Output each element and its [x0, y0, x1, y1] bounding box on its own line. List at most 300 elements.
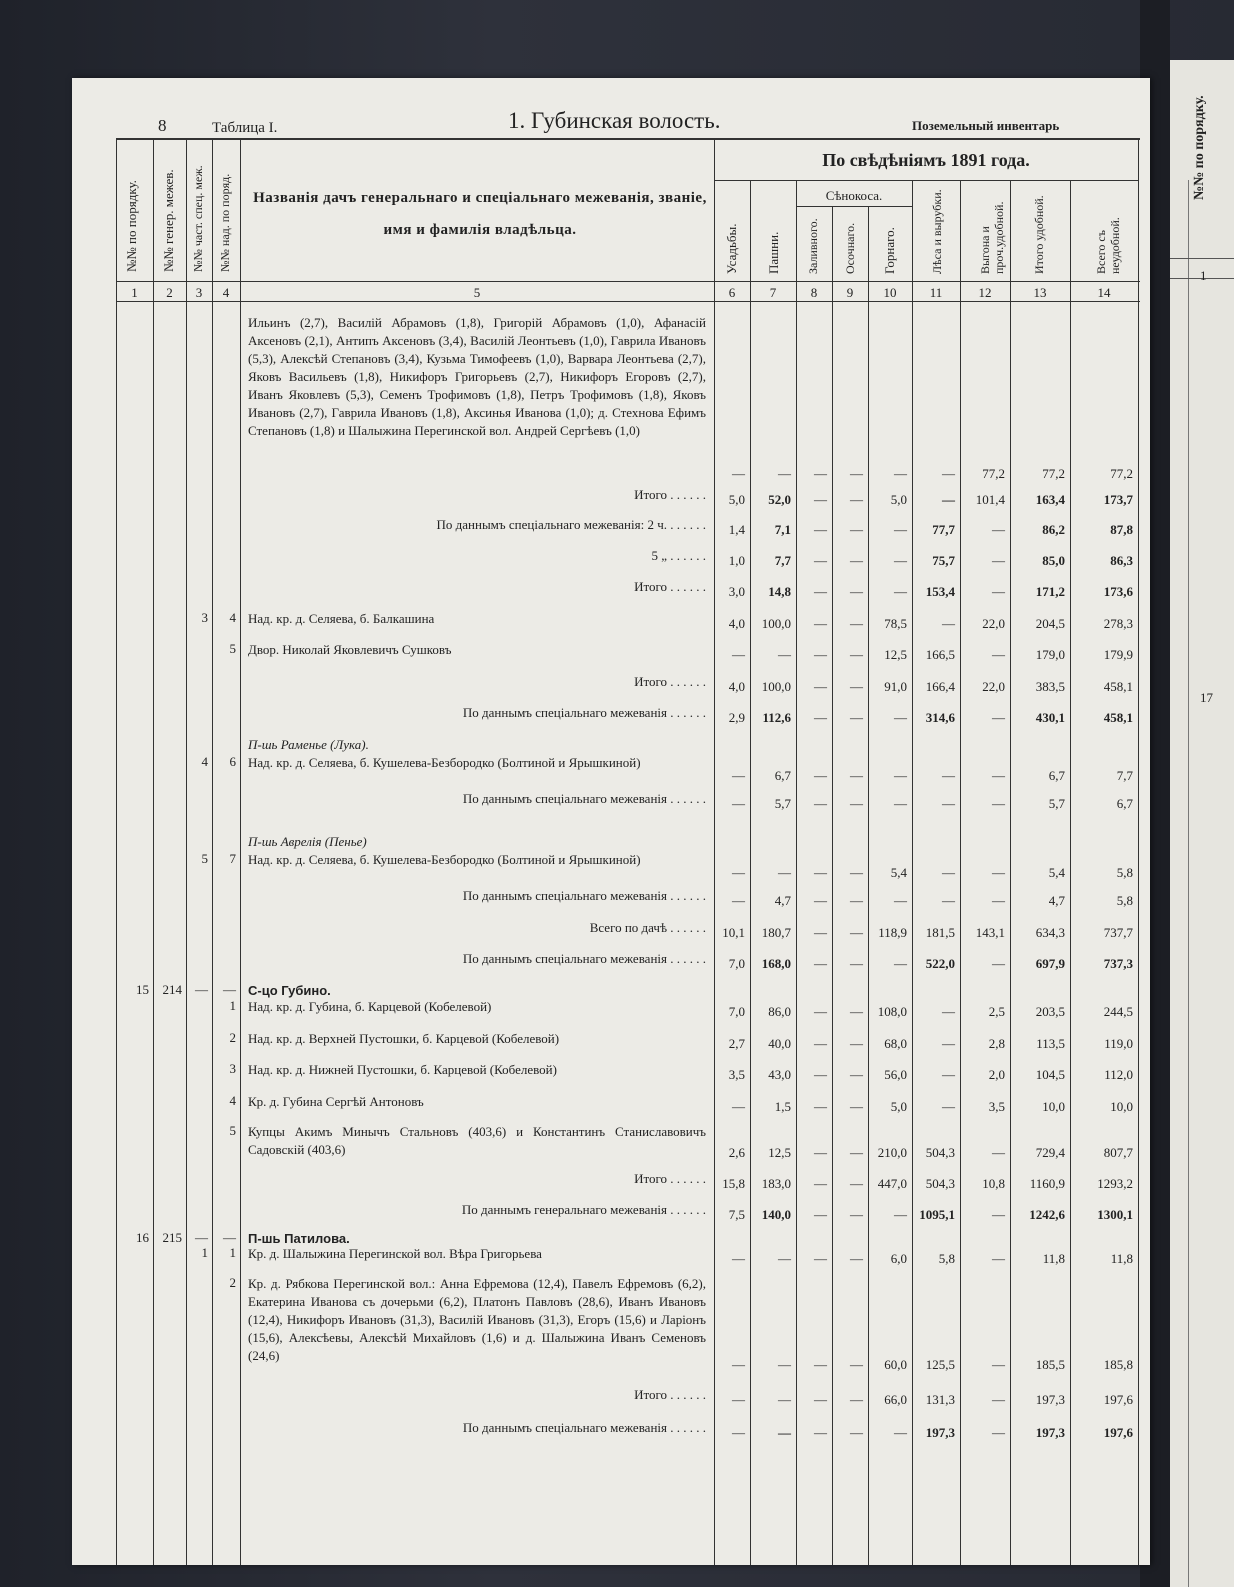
row-index-c4: 1 — [229, 998, 236, 1013]
cell-col-6: 1,4 — [728, 522, 745, 537]
cell-col-9: — — [850, 1425, 863, 1440]
cell-col-8: — — [814, 522, 827, 537]
cell-col-13: 634,3 — [1035, 925, 1065, 940]
cell-col-6: — — [732, 466, 745, 481]
cell-col-14: 5,8 — [1116, 865, 1133, 880]
row-index-c4: 2 — [229, 1030, 236, 1045]
cell-col-14: 185,8 — [1103, 1357, 1133, 1372]
cell-col-8: — — [814, 1145, 827, 1160]
cell-col-7: 6,7 — [774, 768, 791, 783]
cell-col-13: 113,5 — [1036, 1036, 1065, 1051]
cell-col-12: 2,5 — [988, 1004, 1005, 1019]
row-index-c4: 5 — [229, 1123, 236, 1138]
row-description: По даннымъ генеральнаго межеванія . . . . . . — [461, 1202, 706, 1217]
cell-col-10: — — [894, 584, 907, 599]
cell-col-11: 131,3 — [925, 1392, 955, 1407]
cell-col-7: — — [778, 647, 791, 662]
column-number-12: 12 — [978, 285, 992, 300]
cell-col-6: 2,7 — [728, 1036, 745, 1051]
row-index-c3: 4 — [201, 754, 208, 769]
cell-col-12: 10,8 — [982, 1176, 1005, 1191]
cell-col-10: — — [894, 1425, 907, 1440]
cell-col-12: — — [992, 1207, 1005, 1222]
cell-col-6: — — [732, 1251, 745, 1266]
cell-col-12: 22,0 — [982, 679, 1005, 694]
row-index-c4: 2 — [229, 1275, 236, 1290]
cell-col-13: 6,7 — [1048, 768, 1065, 783]
cell-col-6: 1,0 — [728, 553, 745, 568]
cell-col-10: 5,0 — [890, 1099, 907, 1114]
row-index-c1: 16 — [136, 1230, 149, 1245]
cell-col-8: — — [814, 1004, 827, 1019]
cell-col-9: — — [850, 1251, 863, 1266]
cell-col-14: 197,6 — [1103, 1392, 1133, 1407]
row-index-c2: 214 — [162, 982, 182, 997]
cell-col-13: 85,0 — [1042, 553, 1065, 568]
cell-col-9: — — [850, 647, 863, 662]
cell-col-6: 4,0 — [728, 616, 745, 631]
cell-col-14: 278,3 — [1103, 616, 1133, 631]
cell-col-7: — — [778, 466, 791, 481]
cell-col-8: — — [814, 1036, 827, 1051]
col-header-5: Названія дачъ генеральнаго и спеціальнаго межеванія, званіе, имя и фамилія владѣльца. — [253, 190, 707, 238]
cell-col-6: 3,5 — [728, 1067, 745, 1082]
cell-col-7: 183,0 — [761, 1176, 791, 1191]
row-description: Итого . . . . . . — [634, 1387, 706, 1402]
cell-col-13: 5,4 — [1048, 865, 1065, 880]
cell-col-6: — — [732, 1357, 745, 1372]
col-header-9: Осочнаго. — [843, 222, 857, 274]
cell-col-9: — — [850, 584, 863, 599]
col-header-3: №№ част. спец. меж. — [191, 165, 205, 272]
cell-col-14: 737,7 — [1103, 925, 1133, 940]
row-description: 5 „ . . . . . . — [651, 548, 706, 563]
cell-col-11: 314,6 — [925, 710, 955, 725]
cell-col-12: — — [992, 710, 1005, 725]
section-subtitle: П-шь Раменье (Лука). — [248, 737, 369, 752]
section-heading: С-цо Губино. — [248, 983, 331, 998]
row-index-c3: 5 — [201, 851, 208, 866]
cell-col-11: 166,4 — [925, 679, 955, 694]
cell-col-11: 125,5 — [925, 1357, 955, 1372]
row-description: Итого . . . . . . — [634, 674, 706, 689]
cell-col-14: 458,1 — [1103, 679, 1133, 694]
cell-col-11: — — [942, 1067, 955, 1082]
cell-col-10: 68,0 — [884, 1036, 907, 1051]
cell-col-7: 52,0 — [768, 492, 791, 507]
row-description: Над. кр. д. Селяева, б. Кушелева-Безбородко (Болтиной и Ярышкиной) — [248, 755, 641, 770]
cell-col-6: 5,0 — [728, 492, 745, 507]
cell-col-12: — — [992, 865, 1005, 880]
cell-col-14: 11,8 — [1110, 1251, 1133, 1266]
cell-col-12: — — [992, 1425, 1005, 1440]
cell-col-14: 807,7 — [1103, 1145, 1133, 1160]
cell-col-12: — — [992, 1392, 1005, 1407]
column-number-3: 3 — [195, 285, 203, 300]
row-description: Над. кр. д. Губина, б. Карцевой (Кобелевой) — [248, 999, 492, 1014]
row-index-c4: 6 — [229, 754, 236, 769]
cell-col-13: 197,3 — [1035, 1392, 1065, 1407]
row-description: Итого . . . . . . — [634, 1171, 706, 1186]
section-heading: П-шь Патилова. — [248, 1231, 350, 1246]
cell-col-12: — — [992, 956, 1005, 971]
cell-col-14: 173,6 — [1103, 584, 1133, 599]
cell-col-14: 1293,2 — [1097, 1176, 1133, 1191]
inventory-label: Поземельный инвентарь — [912, 118, 1060, 133]
row-description: Над. кр. д. Селяева, б. Балкашина — [248, 611, 435, 626]
cell-col-10: — — [894, 1207, 907, 1222]
row-index-c3: 3 — [201, 610, 208, 625]
cell-col-14: 77,2 — [1110, 466, 1133, 481]
cell-col-10: — — [894, 553, 907, 568]
cell-col-12: 3,5 — [988, 1099, 1005, 1114]
cell-col-7: 43,0 — [768, 1067, 791, 1082]
col-header-6: Усадьбы. — [724, 223, 739, 274]
cell-col-9: — — [850, 1207, 863, 1222]
cell-col-10: — — [894, 796, 907, 811]
cell-col-6: 15,8 — [722, 1176, 745, 1191]
cell-col-6: — — [732, 865, 745, 880]
row-index-c4: 4 — [229, 1093, 236, 1108]
cell-col-7: 100,0 — [761, 616, 791, 631]
cell-col-9: — — [850, 893, 863, 908]
cell-col-11: 522,0 — [925, 956, 955, 971]
cell-col-13: 729,4 — [1035, 1145, 1065, 1160]
cell-col-9: — — [850, 679, 863, 694]
cell-col-6: — — [732, 768, 745, 783]
cell-col-14: 7,7 — [1116, 768, 1133, 783]
cell-col-9: — — [850, 492, 863, 507]
cell-col-12: — — [992, 893, 1005, 908]
next-page-number-1: 1 — [1200, 268, 1207, 283]
cell-col-12: 22,0 — [982, 616, 1005, 631]
column-number-8: 8 — [810, 285, 818, 300]
cell-col-11: — — [942, 865, 955, 880]
cell-col-14: 119,0 — [1104, 1036, 1133, 1051]
cell-col-7: 40,0 — [768, 1036, 791, 1051]
cell-col-13: 163,4 — [1035, 492, 1065, 507]
cell-col-6: 7,0 — [728, 1004, 745, 1019]
cell-col-13: 4,7 — [1048, 893, 1065, 908]
cell-col-9: — — [850, 796, 863, 811]
cell-col-12: — — [992, 522, 1005, 537]
cell-col-11: 5,8 — [938, 1251, 955, 1266]
row-index-c4: 3 — [229, 1061, 236, 1076]
senokosa-header: Сѣнокоса. — [825, 188, 883, 203]
cell-col-13: 203,5 — [1035, 1004, 1065, 1019]
cell-col-12: — — [992, 584, 1005, 599]
cell-col-7: 180,7 — [761, 925, 791, 940]
cell-col-6: — — [732, 893, 745, 908]
cell-col-14: 6,7 — [1116, 796, 1133, 811]
cell-col-13: 1242,6 — [1029, 1207, 1065, 1222]
cell-col-11: 504,3 — [925, 1176, 955, 1191]
col-header-14: Всего съ неудобной. — [1094, 217, 1122, 274]
cell-col-8: — — [814, 1099, 827, 1114]
col-header-2: №№ генер. межев. — [161, 169, 176, 272]
cell-col-7: 1,5 — [774, 1099, 791, 1114]
cell-col-8: — — [814, 893, 827, 908]
row-description: Кр. д. Губина Сергѣй Антоновъ — [248, 1094, 424, 1109]
row-index-c4: — — [223, 982, 236, 997]
col-header-11: Лѣса и вырубки. — [930, 189, 944, 274]
row-index-c3: 1 — [201, 1245, 208, 1260]
cell-col-10: 5,0 — [890, 492, 907, 507]
cell-col-9: — — [850, 616, 863, 631]
cell-col-14: 179,9 — [1103, 647, 1133, 662]
cell-col-11: — — [942, 1036, 955, 1051]
cell-col-10: 78,5 — [884, 616, 907, 631]
column-number-14: 14 — [1097, 285, 1111, 300]
cell-col-10: — — [894, 893, 907, 908]
cell-col-12: — — [992, 1251, 1005, 1266]
cell-col-6: 2,6 — [728, 1145, 745, 1160]
cell-col-14: 458,1 — [1103, 710, 1133, 725]
col-header-4: №№ над. по поряд. — [218, 173, 232, 272]
cell-col-8: — — [814, 1357, 827, 1372]
cell-col-9: — — [850, 466, 863, 481]
cell-col-6: 3,0 — [728, 584, 745, 599]
cell-col-11: 166,5 — [925, 647, 955, 662]
cell-col-10: 108,0 — [877, 1004, 907, 1019]
cell-col-10: 56,0 — [884, 1067, 907, 1082]
cell-col-9: — — [850, 1176, 863, 1191]
cell-col-13: 430,1 — [1035, 710, 1065, 725]
cell-col-11: 77,7 — [932, 522, 955, 537]
cell-col-12: 2,0 — [988, 1067, 1005, 1082]
cell-col-8: — — [814, 1176, 827, 1191]
cell-col-14: 737,3 — [1103, 956, 1133, 971]
cell-col-10: — — [894, 710, 907, 725]
column-number-5: 5 — [473, 285, 481, 300]
cell-col-8: — — [814, 466, 827, 481]
cell-col-8: — — [814, 710, 827, 725]
cell-col-11: — — [942, 1004, 955, 1019]
cell-col-7: 12,5 — [768, 1145, 791, 1160]
header-bottom-rule — [116, 281, 1140, 282]
next-page-number-17: 17 — [1200, 690, 1213, 705]
cell-col-6: — — [732, 1099, 745, 1114]
cell-col-8: — — [814, 492, 827, 507]
cell-col-12: — — [992, 1357, 1005, 1372]
cell-col-9: — — [850, 1004, 863, 1019]
cell-col-9: — — [850, 865, 863, 880]
row-description: Ильинъ (2,7), Василій Абрамовъ (1,8), Григорій Абрамовъ (1,0), Афанасій Аксеновъ (2,1), Антипъ Аксеновъ (3,4), Василій Леонтьевъ (1,0), Гаврила Ивановъ (5,3), Алексѣй Степановъ (3,4), Кузьма Тимофеевъ (1,0), Варвара Леонтьева (2,7), Яковъ Васильевъ (1,8), Никифоръ Григорьевъ (2,7), Никифоръ Егоровъ (2,7), Иванъ Яковлевъ (5,3), Семенъ Трофимовъ (1,8), Петръ Трофимовъ (1,8), Яковъ Ивановъ (2,7), Гаврила Ивановъ (1,8), Аксинья Иванова (1,0); д. Стехнова Ефимъ Степановъ (1,8) и Шалыжина Перегинской вол. Андрей Сергѣевъ (1,0) — [248, 315, 706, 438]
cell-col-14: 173,7 — [1103, 492, 1133, 507]
row-description: Над. кр. д. Верхней Пустошки, б. Карцевой (Кобелевой) — [248, 1031, 560, 1046]
row-index-c2: 215 — [162, 1230, 182, 1245]
cell-col-13: 5,7 — [1048, 796, 1065, 811]
column-number-6: 6 — [728, 285, 736, 300]
next-page-header: №№ по порядку. — [1192, 95, 1207, 200]
colnum-bottom-rule — [116, 301, 1140, 302]
column-number-4: 4 — [222, 285, 230, 300]
column-number-7: 7 — [769, 285, 777, 300]
cell-col-11: — — [942, 796, 955, 811]
cell-col-9: — — [850, 522, 863, 537]
cell-col-12: 143,1 — [975, 925, 1005, 940]
cell-col-9: — — [850, 1357, 863, 1372]
cell-col-10: 447,0 — [877, 1176, 907, 1191]
cell-col-10: 91,0 — [884, 679, 907, 694]
cell-col-6: — — [732, 1425, 745, 1440]
row-index-c3: — — [195, 1230, 208, 1245]
cell-col-9: — — [850, 1067, 863, 1082]
table-label: Таблица I. — [212, 120, 278, 136]
row-index-c4: 5 — [229, 641, 236, 656]
row-index-c4: 4 — [229, 610, 236, 625]
col-header-10: Горнаго. — [882, 227, 897, 274]
cell-col-6: 7,0 — [728, 956, 745, 971]
cell-col-11: 181,5 — [925, 925, 955, 940]
cell-col-8: — — [814, 956, 827, 971]
cell-col-13: 179,0 — [1035, 647, 1065, 662]
cell-col-7: — — [778, 865, 791, 880]
cell-col-13: 1160,9 — [1029, 1176, 1065, 1191]
row-description: По даннымъ спеціальнаго межеванія . . . . . . — [462, 791, 706, 806]
cell-col-12: — — [992, 553, 1005, 568]
cell-col-8: — — [814, 796, 827, 811]
row-index-c4: 7 — [229, 851, 236, 866]
table-top-rule — [116, 138, 1140, 140]
cell-col-10: 66,0 — [884, 1392, 907, 1407]
row-description: Кр. д. Шалыжина Перегинской вол. Вѣра Григорьева — [248, 1246, 542, 1261]
cell-col-6: — — [732, 647, 745, 662]
cell-col-8: — — [814, 616, 827, 631]
cell-col-13: 197,3 — [1035, 1425, 1065, 1440]
cell-col-14: 10,0 — [1110, 1099, 1133, 1114]
cell-col-8: — — [814, 768, 827, 783]
cell-col-8: — — [814, 865, 827, 880]
cell-col-6: 7,5 — [728, 1207, 745, 1222]
cell-col-9: — — [850, 1145, 863, 1160]
cell-col-11: — — [942, 466, 955, 481]
cell-col-12: — — [992, 768, 1005, 783]
cell-col-10: 5,4 — [890, 865, 907, 880]
cell-col-12: 101,4 — [975, 492, 1005, 507]
cell-col-7: 140,0 — [761, 1207, 791, 1222]
cell-col-12: — — [992, 796, 1005, 811]
column-number-10: 10 — [883, 285, 897, 300]
cell-col-10: — — [894, 768, 907, 783]
cell-col-9: — — [850, 1099, 863, 1114]
cell-col-13: 383,5 — [1035, 679, 1065, 694]
cell-col-13: 185,5 — [1035, 1357, 1065, 1372]
cell-col-6: 2,9 — [728, 710, 745, 725]
cell-col-10: 6,0 — [890, 1251, 907, 1266]
row-description: По даннымъ спеціальнаго межеванія . . . . . . — [462, 705, 706, 720]
cell-col-12: — — [992, 1145, 1005, 1160]
cell-col-12: 2,8 — [988, 1036, 1005, 1051]
cell-col-9: — — [850, 553, 863, 568]
cell-col-9: — — [850, 1036, 863, 1051]
row-description: По даннымъ спеціальнаго межеванія . . . . . . — [462, 888, 706, 903]
cell-col-8: — — [814, 1067, 827, 1082]
cell-col-10: 12,5 — [884, 647, 907, 662]
cell-col-10: — — [894, 466, 907, 481]
cell-col-12: — — [992, 647, 1005, 662]
cell-col-11: 153,4 — [925, 584, 955, 599]
col-header-7: Пашни. — [766, 231, 781, 274]
cell-col-8: — — [814, 647, 827, 662]
col-header-12: Выгона и проч.удобной. — [978, 201, 1006, 274]
cell-col-7: 7,1 — [774, 522, 791, 537]
cell-col-8: — — [814, 584, 827, 599]
cell-col-14: 112,0 — [1104, 1067, 1133, 1082]
cell-col-13: 171,2 — [1035, 584, 1065, 599]
row-index-c3: — — [195, 982, 208, 997]
cell-col-7: 100,0 — [761, 679, 791, 694]
cell-col-14: 86,3 — [1110, 553, 1133, 568]
cell-col-7: 168,0 — [761, 956, 791, 971]
section-subtitle: П-шь Аврелія (Пенье) — [248, 834, 367, 849]
col-header-8: Заливного. — [806, 218, 820, 274]
cell-col-14: 197,6 — [1103, 1425, 1133, 1440]
cell-col-8: — — [814, 1207, 827, 1222]
cell-col-7: — — [778, 1392, 791, 1407]
cell-col-11: 504,3 — [925, 1145, 955, 1160]
cell-col-14: 244,5 — [1103, 1004, 1133, 1019]
row-description: Купцы Акимъ Минычъ Стальновъ (403,6) и Константинъ Станиславовичъ Садовскій (403,6) — [248, 1124, 706, 1157]
cell-col-9: — — [850, 768, 863, 783]
cell-col-8: — — [814, 1251, 827, 1266]
row-description: По даннымъ спеціальнаго межеванія . . . . . . — [462, 951, 706, 966]
row-description: По даннымъ спеціальнаго межеванія: 2 ч. . . . . . . — [436, 517, 706, 532]
year-header: По свѣдѣніямъ 1891 года. — [822, 150, 1030, 170]
cell-col-8: — — [814, 679, 827, 694]
cell-col-11: 1095,1 — [919, 1207, 955, 1222]
row-description: Над. кр. д. Селяева, б. Кушелева-Безбородко (Болтиной и Ярышкиной) — [248, 852, 641, 867]
cell-col-11: — — [942, 768, 955, 783]
volost-title: 1. Губинская волость. — [508, 108, 721, 133]
cell-col-11: — — [942, 616, 955, 631]
cell-col-7: 14,8 — [768, 584, 791, 599]
cell-col-9: — — [850, 710, 863, 725]
cell-col-11: 75,7 — [932, 553, 955, 568]
cell-col-13: 86,2 — [1042, 522, 1065, 537]
row-description: Всего по дачѣ . . . . . . — [589, 920, 706, 935]
cell-col-13: 204,5 — [1035, 616, 1065, 631]
column-number-9: 9 — [846, 285, 854, 300]
cell-col-9: — — [850, 956, 863, 971]
column-number-1: 1 — [131, 285, 138, 300]
col-header-13: Итого удобной. — [1032, 195, 1046, 274]
cell-col-9: — — [850, 1392, 863, 1407]
next-page-edge — [1170, 60, 1234, 1587]
cell-col-10: — — [894, 956, 907, 971]
cell-col-7: 7,7 — [774, 553, 791, 568]
cell-col-8: — — [814, 553, 827, 568]
cell-col-14: 5,8 — [1116, 893, 1133, 908]
col-header-1: №№ по порядку. — [124, 180, 139, 272]
cell-col-11: — — [942, 1099, 955, 1114]
cell-col-7: 86,0 — [768, 1004, 791, 1019]
cell-col-14: 87,8 — [1110, 522, 1133, 537]
cell-col-7: 5,7 — [774, 796, 791, 811]
cell-col-13: 10,0 — [1042, 1099, 1065, 1114]
column-number-11: 11 — [929, 285, 943, 300]
column-number-13: 13 — [1033, 285, 1047, 300]
row-index-c1: 15 — [136, 982, 149, 997]
row-description: Кр. д. Рябкова Перегинской вол.: Анна Ефремова (12,4), Павелъ Ефремовъ (6,2), Екатерина Иванова съ дочерьми (6,2), Платонъ Павловъ (28,6), Иванъ Ивановъ (12,4), Никифоръ Ивановъ (31,3), Василій Ивановъ (31,3), Егоръ (15,6) и Ларіонъ (15,6), Алексѣевы, Алексѣй Михайловъ (1,6) и д. Шалыжина Иванъ Семеновъ (24,6) — [248, 1276, 706, 1363]
row-description: Над. кр. д. Нижней Пустошки, б. Карцевой (Кобелевой) — [248, 1062, 557, 1077]
row-index-c4: 1 — [229, 1245, 236, 1260]
cell-col-10: 60,0 — [884, 1357, 907, 1372]
cell-col-7: 4,7 — [774, 893, 791, 908]
cell-col-13: 11,8 — [1042, 1251, 1065, 1266]
cell-col-6: — — [732, 796, 745, 811]
cell-col-6: 10,1 — [722, 925, 745, 940]
